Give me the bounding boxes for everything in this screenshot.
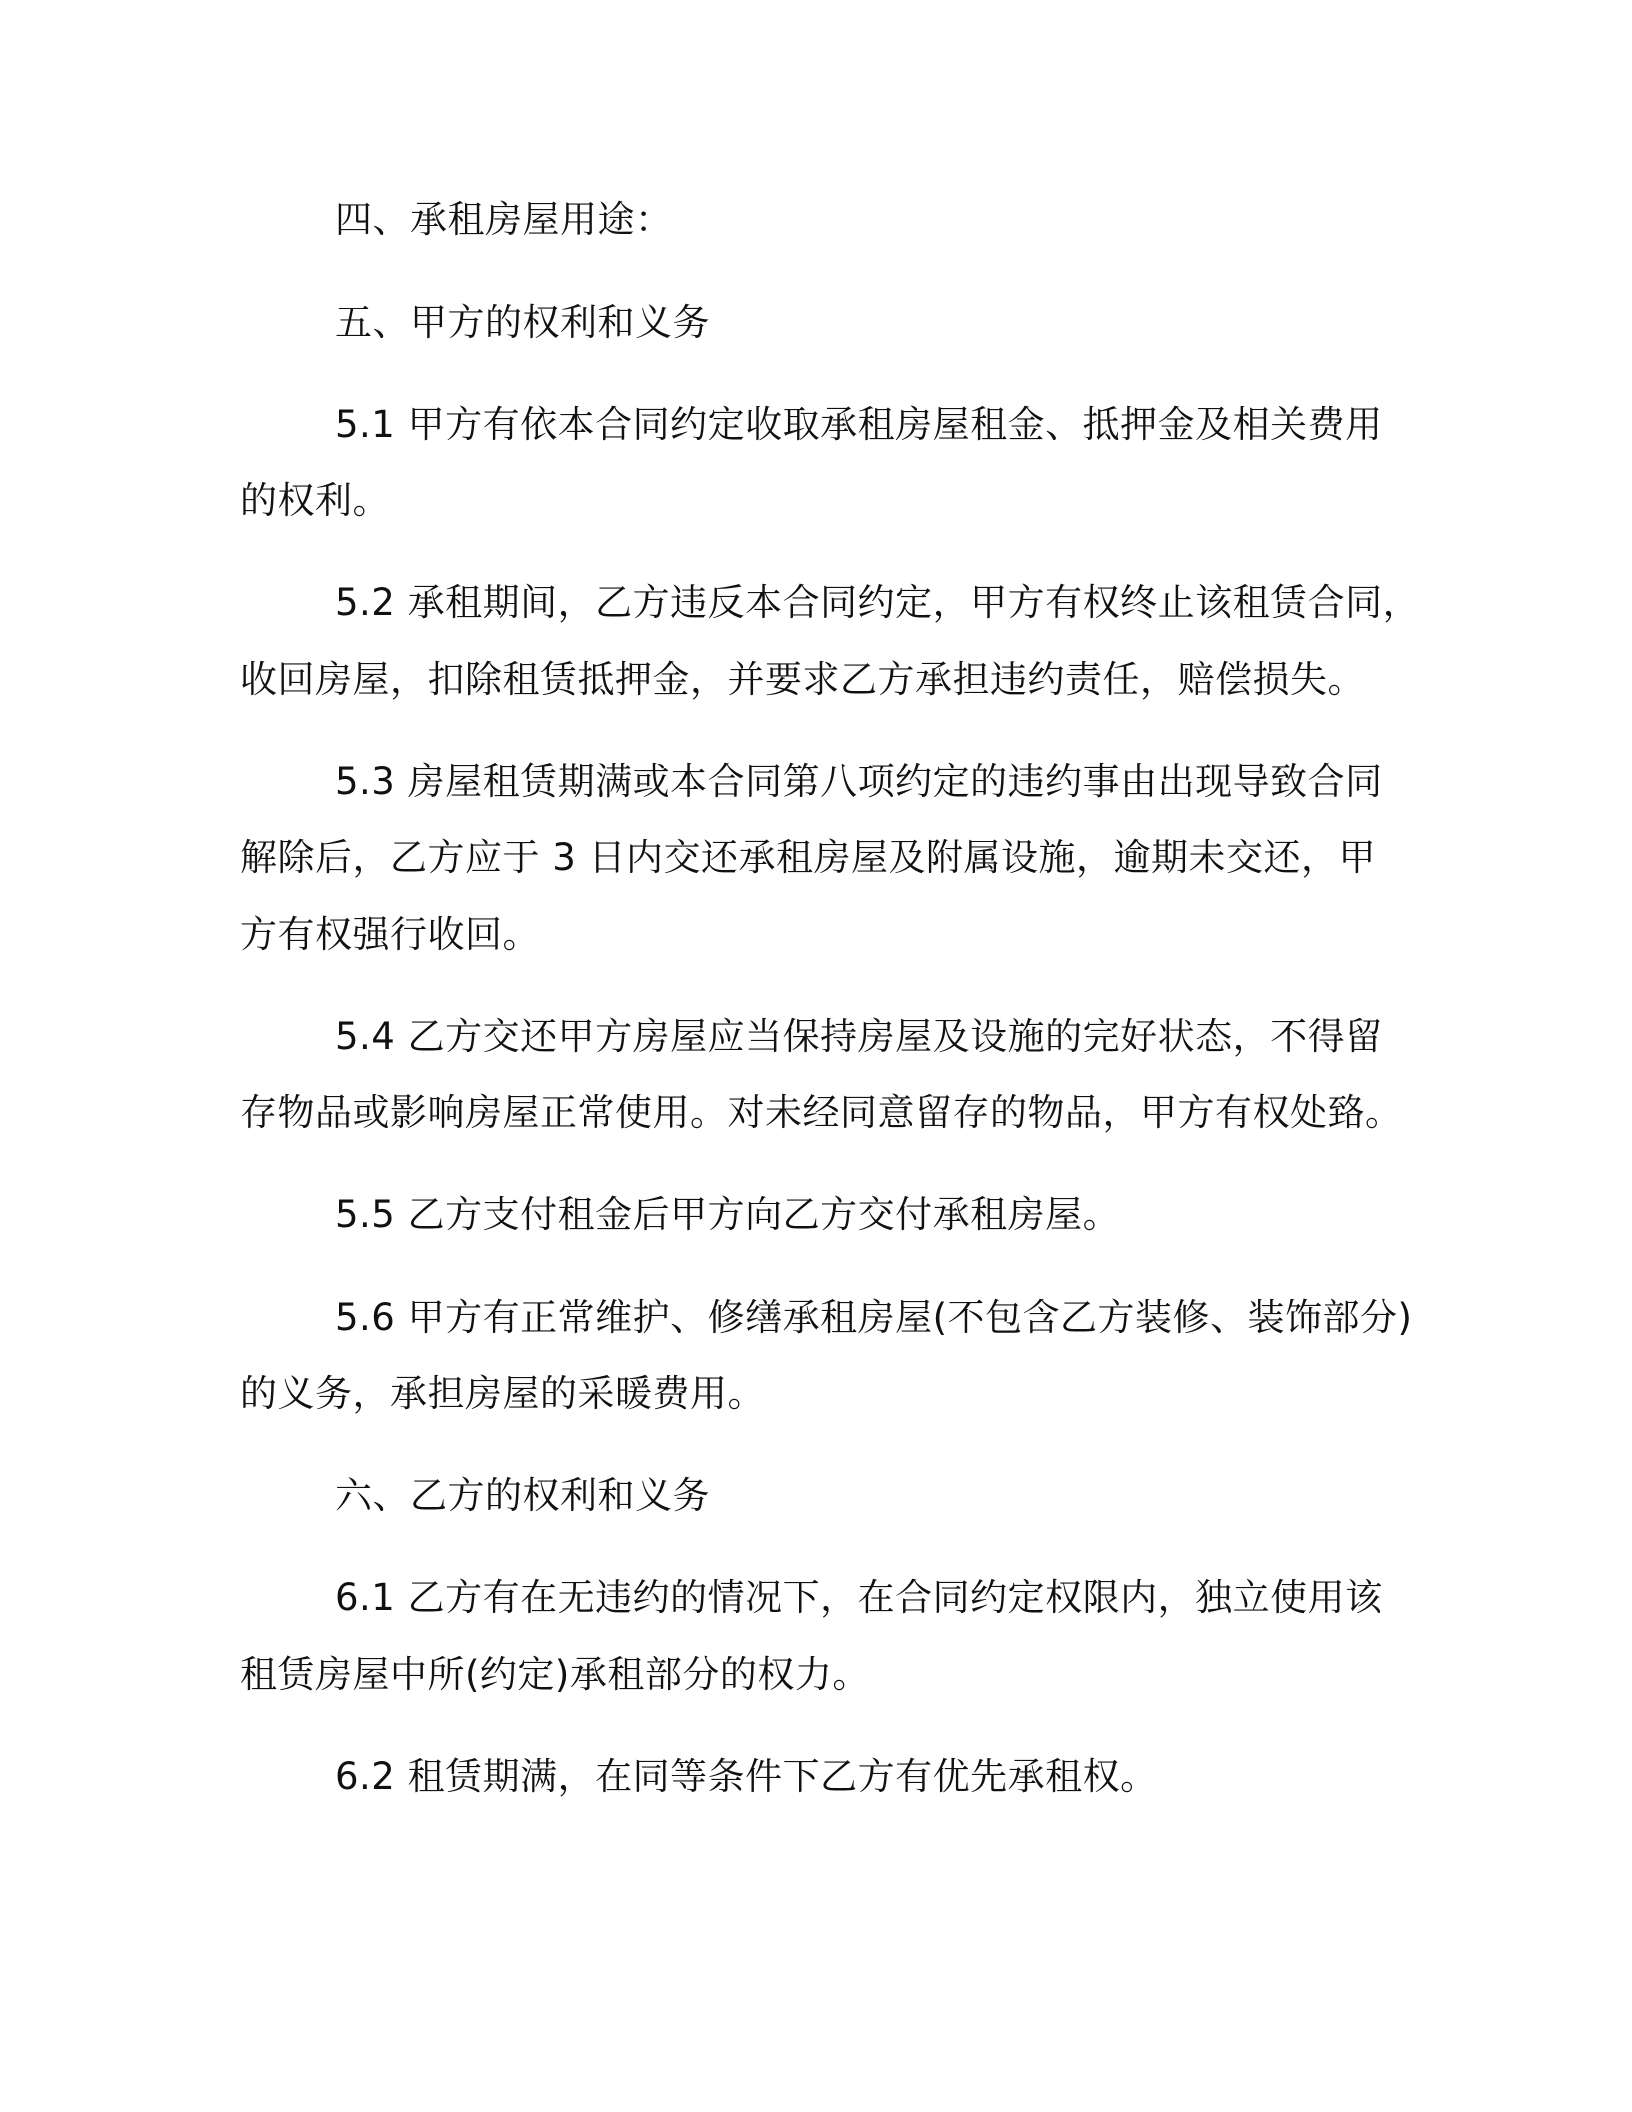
clause-5-5-line-1: 5.5 乙方支付租金后甲方向乙方交付承租房屋。 <box>335 1193 1121 1236</box>
section-heading-6: 六、乙方的权利和义务 <box>335 1474 710 1517</box>
clause-5-6-line-2: 的义务，承担房屋的采暖费用。 <box>240 1372 765 1415</box>
section-heading-4: 四、承租房屋用途： <box>335 198 673 241</box>
clause-5-4-line-2: 存物品或影响房屋正常使用。对未经同意留存的物品，甲方有权处臵。 <box>240 1091 1403 1134</box>
clause-5-6-line-1: 5.6 甲方有正常维护、修缮承租房屋(不包含乙方装修、装饰部分) <box>335 1296 1413 1339</box>
clause-5-2-line-2: 收回房屋，扣除租赁抵押金，并要求乙方承担违约责任，赔偿损失。 <box>240 658 1365 701</box>
clause-5-2-line-1: 5.2 承租期间，乙方违反本合同约定，甲方有权终止该租赁合同， <box>335 581 1421 624</box>
clause-5-1-line-1: 5.1 甲方有依本合同约定收取承租房屋租金、抵押金及相关费用 <box>335 403 1383 446</box>
clause-5-1-line-2: 的权利。 <box>240 479 390 522</box>
clause-6-1-line-2: 租赁房屋中所(约定)承租部分的权力。 <box>240 1653 870 1696</box>
clause-6-2-line-1: 6.2 租赁期满，在同等条件下乙方有优先承租权。 <box>335 1755 1158 1798</box>
clause-5-4-line-1: 5.4 乙方交还甲方房屋应当保持房屋及设施的完好状态，不得留 <box>335 1015 1383 1058</box>
clause-5-3-line-2: 解除后，乙方应于 3 日内交还承租房屋及附属设施，逾期未交还，甲 <box>240 836 1377 879</box>
clause-5-3-line-3: 方有权强行收回。 <box>240 913 540 956</box>
clause-5-3-line-1: 5.3 房屋租赁期满或本合同第八项约定的违约事由出现导致合同 <box>335 760 1383 803</box>
section-heading-5: 五、甲方的权利和义务 <box>335 301 710 344</box>
clause-6-1-line-1: 6.1 乙方有在无违约的情况下，在合同约定权限内，独立使用该 <box>335 1576 1383 1619</box>
